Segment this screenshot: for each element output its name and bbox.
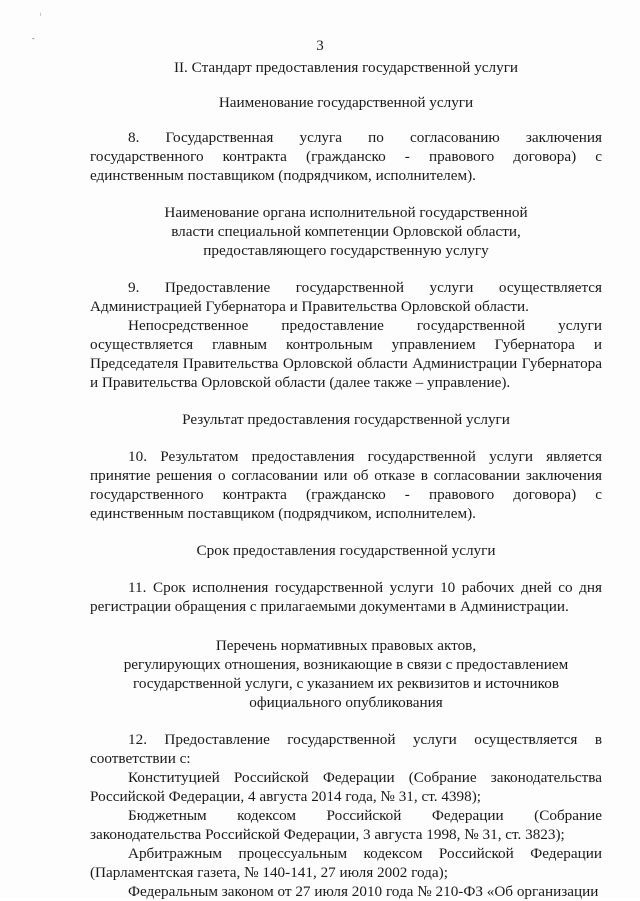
legal-act-item: Конституцией Российской Федерации (Собрание законодательства Российской Федерации, 4 августа 2014 года, № 31, ст. 4398); <box>90 769 602 805</box>
heading-line: государственной услуги, с указанием их реквизитов и источников <box>132 675 559 692</box>
paragraph-11: 11. Срок исполнения государственной услуги 10 рабочих дней со дня регистрации обращения с прилагаемыми документами в Администрации. <box>90 579 602 615</box>
legal-act-item: Арбитражным процессуальным кодексом Российской Федерации (Парламентская газета, № 140-141, 27 июля 2002 года); <box>90 845 602 881</box>
heading-line: официального опубликования <box>249 694 443 711</box>
heading-line: Перечень нормативных правовых актов, <box>215 637 477 654</box>
heading-line: регулирующих отношения, возникающие в связи с предоставлением <box>123 656 569 673</box>
legal-act-item: Федеральным законом от 27 июля 2010 года № 210-ФЗ «Об организации <box>128 883 599 900</box>
paragraph-9: 9. Предоставление государственной услуги осуществляется Администрацией Губернатора и Правительства Орловской области. <box>90 279 602 315</box>
paragraph-8: 8. Государственная услуга по согласованию заключения государственного контракта (гражданско - правового договора) с единственным поставщиком (подрядчиком, исполнителем). <box>90 129 602 184</box>
scan-artifact-mark: - <box>32 34 35 43</box>
heading-line: предоставляющего государственную услугу <box>203 242 489 259</box>
heading-service-term: Срок предоставления государственной услуги <box>196 542 496 559</box>
heading-service-name: Наименование государственной услуги <box>218 94 474 111</box>
heading-service-result: Результат предоставления государственной услуги <box>182 411 510 428</box>
heading-legal-acts <box>90 636 602 712</box>
document-body <box>90 58 602 901</box>
heading-authority <box>90 203 602 260</box>
heading-line: Наименование органа исполнительной государственной <box>164 204 528 221</box>
section-title: II. Стандарт предоставления государственной услуги <box>173 59 519 76</box>
page-number: 3 <box>316 38 324 54</box>
paragraph-9-direct: Непосредственное предоставление государственной услуги осуществляется главным контрольным управлением Губернатора и Председателя Правительства Орловской области Администрации Губернатора и Правительства Орловской области (далее также – управление). <box>90 317 602 391</box>
scan-artifact-mark: ᵢ <box>40 8 42 17</box>
paragraph-10: 10. Результатом предоставления государственной услуги является принятие решения о согласовании или об отказе в согласовании заключения государственного контракта (гражданско - правового договора) с единственным поставщиком (подрядчиком, исполнителем). <box>90 448 602 522</box>
legal-act-item: Бюджетным кодексом Российской Федерации (Собрание законодательства Российской Федерации, 3 августа 1998, № 31, ст. 3823); <box>90 807 602 843</box>
heading-line: власти специальной компетенции Орловской области, <box>171 223 521 240</box>
paragraph-12: 12. Предоставление государственной услуги осуществляется в соответствии с: <box>90 731 602 767</box>
